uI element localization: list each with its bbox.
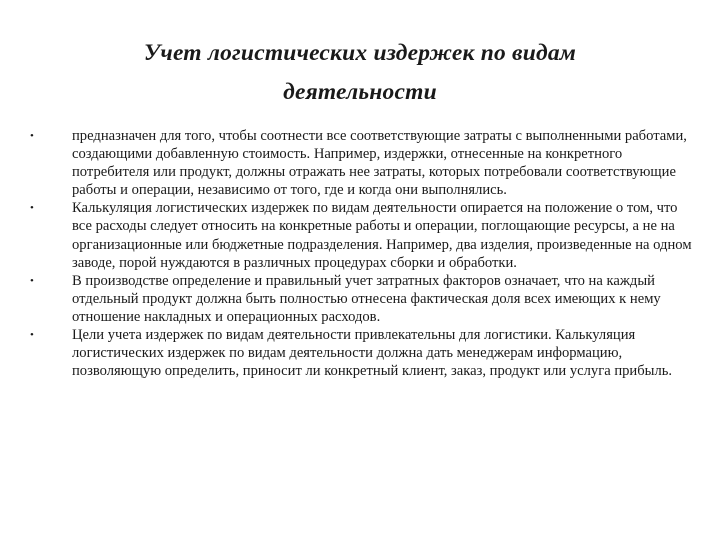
bullet-marker: •: [30, 329, 34, 342]
bullet-marker: •: [30, 202, 34, 215]
bullet-text-1: предназначен для того, чтобы соотнести все соответствующие затраты с выполненными работами, создающими добавленную стоимость. Например, издержки, отнесенные на конкретного потребителя или продукт, должны отражать нее затраты, которых потребовали соответствующие работы и операции, независимо от того, где и когда они выполнялись.: [72, 128, 687, 199]
bullet-item-3: [30, 272, 695, 326]
slide-title: [60, 34, 660, 112]
bullet-item-2: [30, 199, 695, 271]
bullet-marker: •: [30, 130, 34, 142]
bullet-text-2: Калькуляция логистических издержек по видам деятельности опирается на положение о том, что все расходы следует относить на конкретные работы и операции, поглощающие ресурсы, а не на организационные или бюджетные подразделения. Например, два изделия, произведенные на одном заводе, порой нуждаются в различных процедурах сборки и обработки.: [72, 200, 692, 271]
slide-title-line-2: деятельности: [283, 79, 437, 105]
bullet-text-3: В производстве определение и правильный учет затратных факторов означает, что на каждый отдельный продукт должна быть полностью отнесена фактическая доля всех имеющих к нему отношение накладных и операционных расходов.: [72, 272, 661, 325]
bullet-list: [30, 127, 695, 380]
bullet-item-1: [30, 127, 695, 199]
slide-title-line-1: Учет логистических издержек по видам: [143, 40, 577, 66]
bullet-marker: •: [30, 274, 34, 287]
bullet-item-4: [30, 326, 695, 380]
bullet-text-4: Цели учета издержек по видам деятельности привлекательны для логистики. Калькуляция логистических издержек по видам деятельности должна дать менеджерам информацию, позволяющую определить, приносит ли конкретный клиент, заказ, продукт или услуга прибыль.: [72, 327, 673, 380]
